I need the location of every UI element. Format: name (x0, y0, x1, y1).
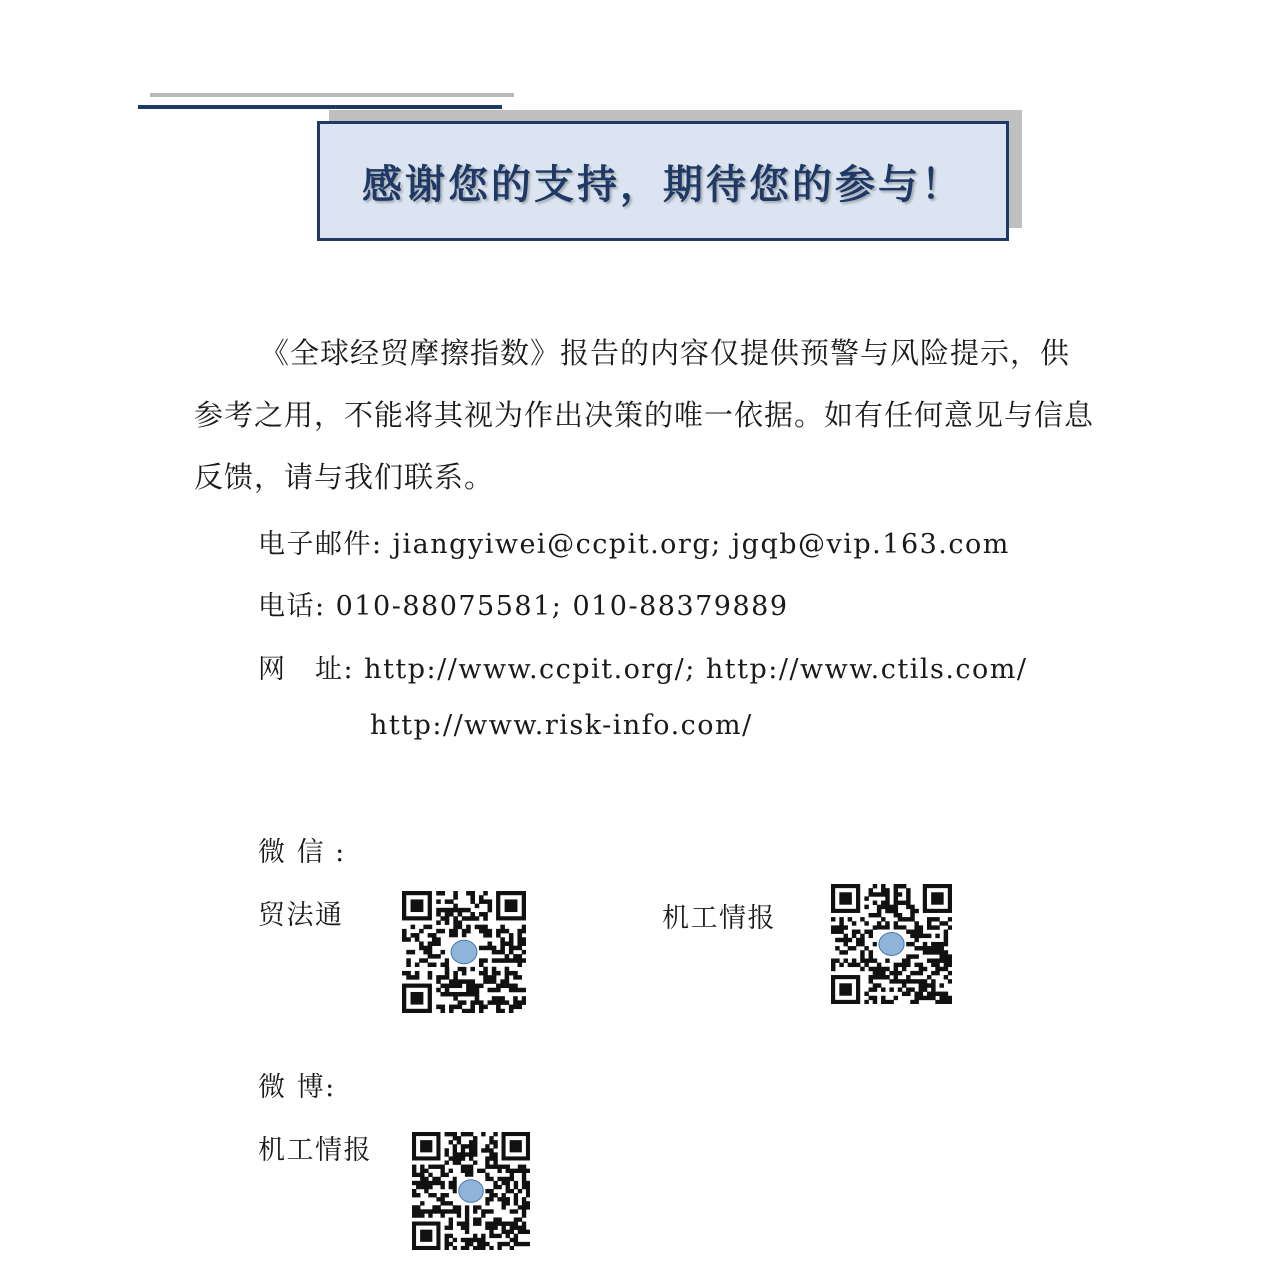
decorative-line-gray (150, 93, 514, 97)
intro-paragraph: 《全球经贸摩擦指数》报告的内容仅提供预警与风险提示，供参考之用，不能将其视为作出决策的唯一依据。如有任何意见与信息反馈，请与我们联系。 (194, 336, 1095, 494)
thank-you-banner (317, 121, 1009, 241)
weibo-heading: 微 博: (258, 1072, 336, 1103)
weibo-account-label-1: 机工情报 (258, 1135, 372, 1166)
qr-code-icon (412, 1132, 530, 1250)
decorative-line-navy (138, 105, 502, 109)
website-line-2: http://www.risk-info.com/ (370, 710, 753, 741)
qr-code-icon (831, 884, 952, 1004)
website-line: 网 址: http://www.ccpit.org/; http://www.ctils.com/ (258, 654, 1028, 685)
qr-code-icon (402, 891, 526, 1013)
banner-title: 感谢您的支持，期待您的参与！ (362, 161, 964, 208)
wechat-account-label-1: 贸法通 (258, 900, 344, 931)
phone-line: 电话: 010-88075581; 010-88379889 (258, 591, 789, 622)
wechat-heading: 微 信 : (258, 837, 346, 868)
email-line: 电子邮件: jiangyiwei@ccpit.org; jgqb@vip.163.com (258, 529, 1010, 560)
wechat-account-label-2: 机工情报 (662, 903, 776, 934)
